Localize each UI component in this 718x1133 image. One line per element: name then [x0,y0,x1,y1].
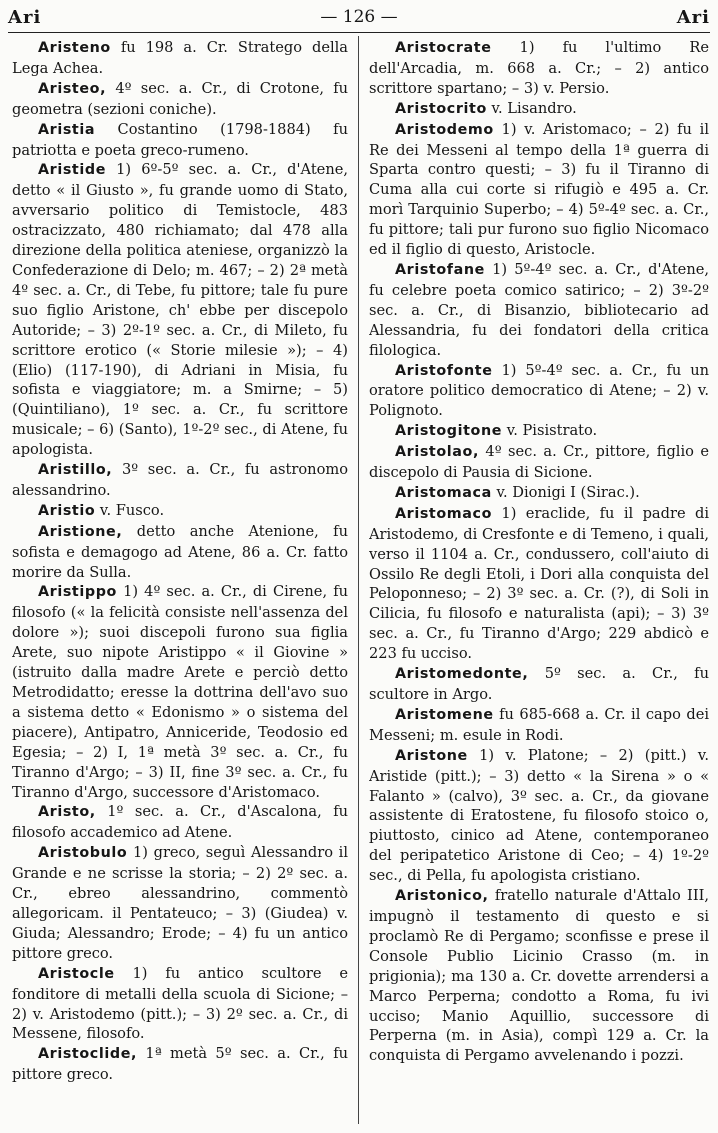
entry-definition: 1) v. Aristomaco; – 2) fu il Re dei Messeni al tempo della 1ª guerra di Sparta contro questi; – 3) fu il Tiranno di Cuma alla cui corte si rifugiò e 495 a. Cr. morì Tarquinio Superbo; – 4) 5º-4º sec. a. Cr., fu pittore; tali pur furono suo figlio Nicomaco ed il figlio di questo, Aristocle. [369,120,709,259]
entry-definition: 1) 6º-5º sec. a. Cr., d'Atene, detto « il Giusto », fu grande uomo di Stato, avversario politico di Temistocle, 483 ostracizzato, 480 richiamato; dal 478 alla direzione della politica ateniese, organizzò la Confederazione di Delo; m. 467; – 2) 2ª metà 4º sec. a. Cr., di Tebe, fu pittore; tale fu pure suo figlio Aristone, ch' ebbe per discepolo Autoride; – 3) 2º-1º sec. a. Cr., di Mileto, fu scrittore erotico (« Storie milesie »); – 4) (Elio) (117-190), di Adriani in Misia, fu sofista e viaggiatore; m. a Smirne; – 5) (Quintiliano), 1º sec. a. Cr., fu scrittore musicale; – 6) (Santo), 1º-2º sec., di Atene, fu apologista. [12,161,348,459]
entry-headword: Aristobulo [38,845,128,862]
dictionary-entry [369,361,709,422]
dictionary-entry [12,79,348,120]
entry-headword: Aristo, [38,804,96,821]
entry-definition: 1) greco, seguì Alessandro il Grande e ne scrisse la storia; – 2) 2º sec. a. Cr., ebreo alessandrino, commentò allegoricam. il Pentateuco; – 3) (Giudea) v. Giuda; Alessandro; Erode; – 4) fu un antico pittore greco. [12,844,348,962]
left-column [12,38,348,1128]
entry-definition: 1) 4º sec. a. Cr., di Cirene, fu filosofo (« la felicità consiste nell'assenza del dolore »); suoi discepoli furono sua figlia Arete, suo nipote Aristippo « il Giovine » (istruito dalla madre Arete e perciò detto Metrodidatto; eresse la dottrina dell'avo suo a sistema detto « Edonismo » o sistema del piacere), Antipatro, Anniceride, Teodosio ed Egesia; – 2) I, 1ª metà 3º sec. a. Cr., fu Tiranno d'Argo; – 3) II, fine 3º sec. a. Cr., fu Tiranno d'Argo, successore d'Aristomaco. [12,583,348,801]
entry-headword: Aristeno [38,40,111,56]
entry-headword: Aristofane [395,261,485,278]
dictionary-entry [12,120,348,161]
dictionary-entry [369,120,709,260]
entry-definition: 1) eraclide, fu il padre di Aristodemo, di Cresfonte e di Temeno, i quali, verso il 1104 a. Cr., condussero, coll'aiuto di Ossilo Re degli Etoli, i Dori alla conquista del Peloponneso; – 2) 3º sec. a. Cr. (?), di Soli in Cilicia, fu filosofo e naturalista (api); – 3) 3º sec. a. Cr., fu Tiranno d'Argo; 229 abdicò e 223 fu ucciso. [369,504,709,663]
entry-definition: 4º sec. a. Cr., pittore, figlio e discepolo di Pausia di Sicione. [369,443,709,482]
dictionary-entry [369,886,709,1066]
dictionary-entry [12,160,348,460]
dictionary-entry [12,38,348,79]
column-divider [358,36,359,1124]
entry-headword: Aristomedonte, [395,666,529,683]
entry-definition: v. Lisandro. [486,99,577,117]
dictionary-entry [369,746,709,886]
entry-headword: Aristolao, [395,444,479,461]
entry-definition: 3º sec. a. Cr., fu astronomo alessandrino. [12,461,348,499]
entry-definition: v. Dionigi I (Sirac.). [491,483,640,501]
header-left-keyword: Ari [8,6,42,28]
dictionary-entry [369,664,709,705]
dictionary-entry [12,843,348,963]
header-right-keyword: Ari [676,6,710,28]
dictionary-entry [369,483,709,504]
entry-definition: 1) v. Platone; – 2) (pitt.) v. Aristide (pitt.); – 3) detto « la Sirena » o « Falanto » (calvo), 3º sec. a. Cr., da giovane assistente di Eratostene, fu filosofo stoico o, piuttosto, cinico ad Atene, contemporaneo del peripatetico Aristone di Ceo; – 4) 1º-2º sec., di Pella, fu apologista cristiano. [369,746,709,885]
entry-definition: 5º sec. a. Cr., fu scultore in Argo. [369,665,709,703]
entry-definition: 4º sec. a. Cr., di Crotone, fu geometra (sezioni coniche). [12,79,348,118]
dictionary-entry [369,504,709,664]
dictionary-entry [369,38,709,99]
entry-headword: Aristocle [38,965,115,982]
entry-headword: Aristide [38,162,106,179]
entry-definition: 1ª metà 5º sec. a. Cr., fu pittore greco. [12,1045,348,1084]
dictionary-entry [369,705,709,746]
dictionary-entry [369,442,709,483]
header-rule [8,32,710,33]
entry-definition: v. Fusco. [95,501,165,519]
right-column [369,38,709,1128]
entry-headword: Aristonico, [395,888,489,905]
dictionary-entry [12,1044,348,1085]
entry-headword: Aristillo, [38,462,113,479]
entry-definition: fratello naturale d'Attalo III, impugnò il testamento di questo e si proclamò Re di Pergamo; sconfisse e prese il Console Publio Licinio Crasso (m. in prigionia); ma 130 a. Cr. dovette arrendersi a Marco Perperna; condotto a Roma, fu ivi ucciso; Manio Aquillio, successore di Perperna (m. in Asia), compì 129 a. Cr. la conquista di Pergamo avvelenando i pozzi. [369,887,709,1065]
entry-definition: 1) fu l'ultimo Re dell'Arcadia, m. 668 a. Cr.; – 2) antico scrittore spartano; – 3) v. Persio. [369,39,709,97]
dictionary-entry [12,501,348,522]
entry-headword: Aristocrate [395,40,492,56]
entry-headword: Aristeo, [38,80,107,97]
entry-headword: Aristofonte [395,362,493,379]
entry-headword: Aristia [38,121,96,138]
entry-definition: v. Pisistrato. [502,422,598,440]
page-number: — 126 — [320,7,398,27]
entry-definition: 1) 5º-4º sec. a. Cr., d'Atene, fu celebre poeta comico satirico; – 2) 3º-2º sec. a. Cr., di Bisanzio, bibliotecario ad Alessandria, fu dei fondatori della critica filologica. [369,260,709,359]
dictionary-entry [12,522,348,583]
entry-headword: Aristomaca [395,484,492,501]
entry-definition: 1º sec. a. Cr., d'Ascalona, fu filosofo accademico ad Atene. [12,803,348,842]
entry-definition: fu 685-668 a. Cr. il capo dei Messeni; m. esule in Rodi. [369,705,709,744]
entry-headword: Aristomene [395,706,494,723]
entry-definition: 1) fu antico scultore e fonditore di metalli della scuola di Sicione; – 2) v. Aristodemo (pitt.); – 3) 2º sec. a. Cr., di Messene, filosofo. [12,964,348,1043]
dictionary-entry [369,260,709,361]
entry-definition: 1) 5º-4º sec. a. Cr., fu un oratore politico democratico di Atene; – 2) v. Polignoto. [369,361,709,420]
dictionary-entry [12,582,348,802]
entry-headword: Aristomaco [395,505,493,522]
dictionary-entry [12,802,348,843]
entry-headword: Aristone [395,747,468,764]
dictionary-entry [12,964,348,1045]
dictionary-entry [12,460,348,501]
entry-headword: Aristocrito [395,100,487,117]
entry-definition: fu 198 a. Cr. Stratego della Lega Achea. [12,39,348,77]
entry-headword: Aristione, [38,523,123,540]
entry-definition: Costantino (1798-1884) fu patriotta e poeta greco-rumeno. [12,120,348,159]
entry-headword: Aristippo [38,584,117,601]
page-header [8,2,710,32]
entry-headword: Aristio [38,502,96,519]
entry-definition: detto anche Atenione, fu sofista e demagogo ad Atene, 86 a. Cr. fatto morire da Sulla. [12,522,348,581]
entry-headword: Aristogitone [395,423,503,440]
dictionary-entry [369,99,709,120]
entry-headword: Aristodemo [395,121,494,138]
entry-headword: Aristoclide, [38,1046,138,1063]
dictionary-entry [369,421,709,442]
